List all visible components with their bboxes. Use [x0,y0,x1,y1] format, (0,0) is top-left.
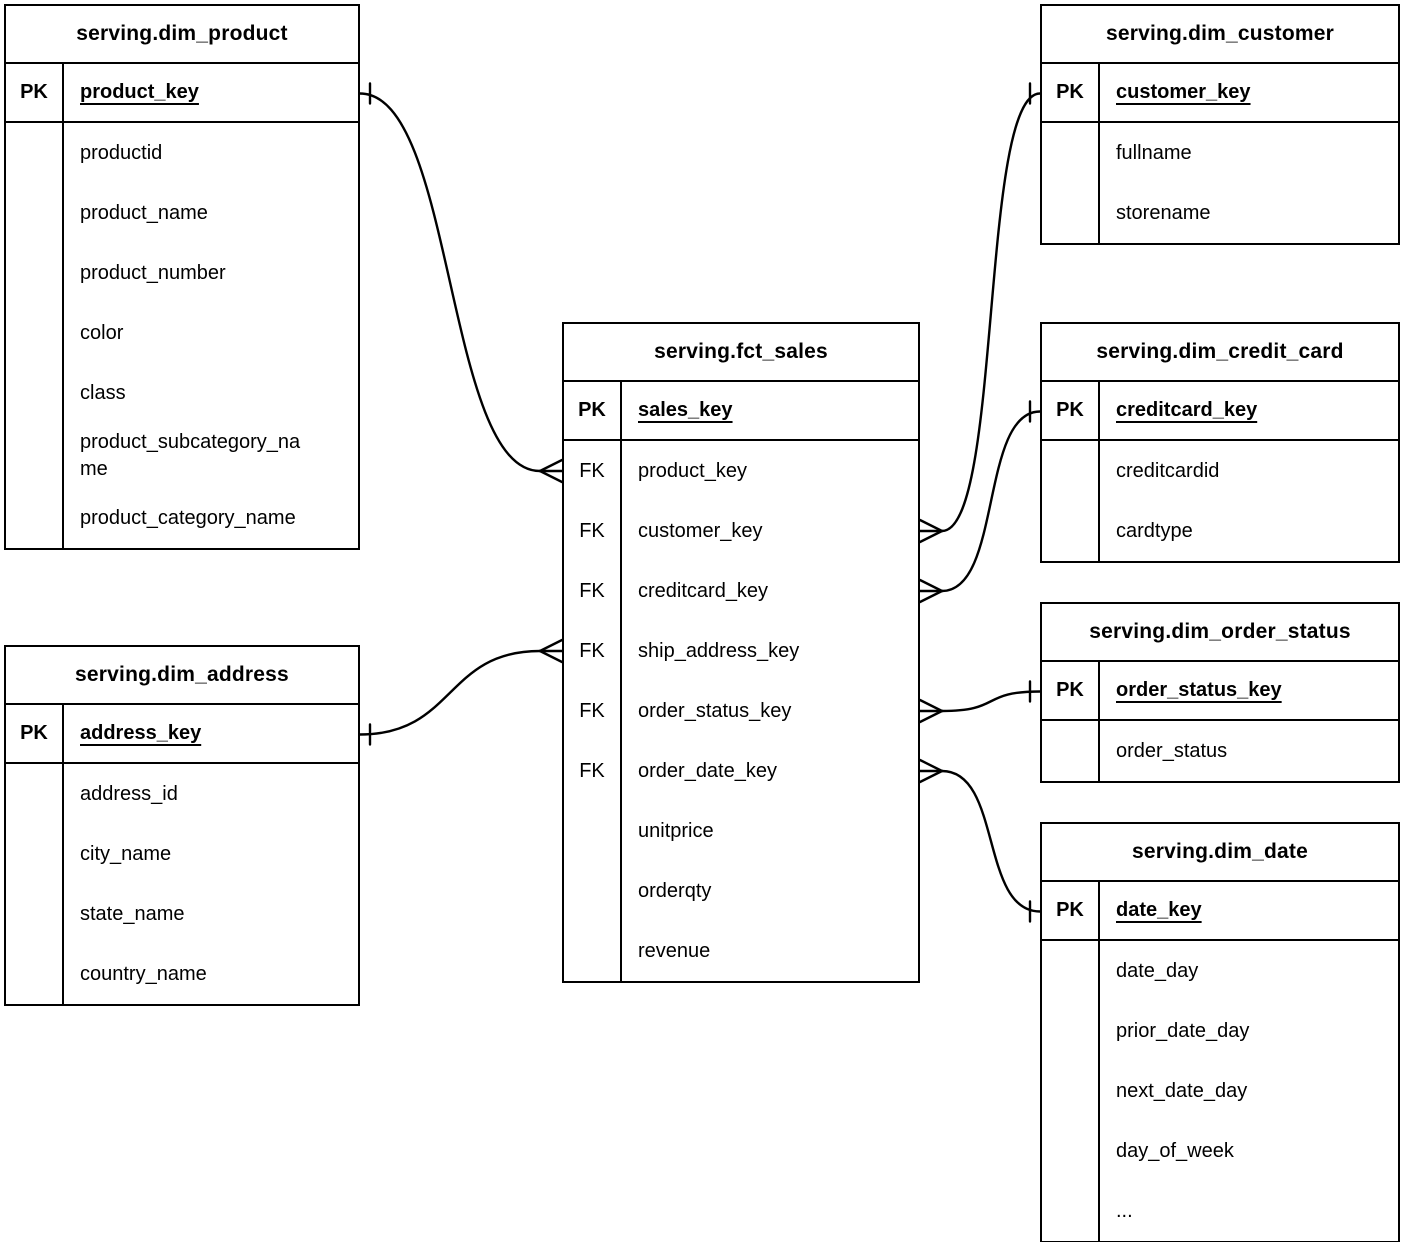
fk-badge: FK [564,621,622,681]
key-badge [564,921,622,981]
field-row [1042,1181,1398,1241]
field-row [6,488,358,548]
field-name: city_name [80,842,172,865]
field-name: product_subcategory_name [80,431,301,480]
field-name: date_day [1116,959,1199,982]
field-name: class [80,381,126,404]
pk-badge: PK [6,705,64,762]
primary-key-row [1042,662,1398,721]
field-row [6,824,358,884]
pk-badge: PK [564,382,622,439]
key-badge [6,884,64,944]
key-badge [1042,1001,1100,1061]
field-name: color [80,321,124,344]
field-name: fullname [1116,141,1192,164]
key-badge [6,183,64,243]
field-row [564,801,918,861]
field-row [1042,1121,1398,1181]
field-name: product_number [80,261,226,284]
pk-badge: PK [1042,382,1100,439]
field-name: cardtype [1116,519,1193,542]
field-row [564,861,918,921]
table-title: serving.dim_address [6,647,358,705]
fk-badge: FK [564,441,622,501]
field-row [6,123,358,183]
table-title: serving.dim_credit_card [1042,324,1398,382]
field-row [1042,123,1398,183]
field-row [564,681,918,741]
field-name: product_key [638,459,747,482]
field-row [1042,721,1398,781]
table-title: serving.dim_product [6,6,358,64]
key-badge [6,944,64,1004]
field-name: revenue [638,939,711,962]
key-badge [1042,721,1100,781]
primary-key-field: creditcard_key [1116,399,1258,422]
primary-key-field: address_key [80,722,202,745]
fk-badge: FK [564,561,622,621]
field-row [564,621,918,681]
fk-badge: FK [564,681,622,741]
field-name: order_status [1116,739,1228,762]
table-serving-dim-credit-card [1040,322,1400,563]
field-row [1042,1061,1398,1121]
key-badge [1042,941,1100,1001]
field-name: unitprice [638,819,714,842]
key-badge [1042,123,1100,183]
key-badge [1042,441,1100,501]
field-row [6,764,358,824]
table-serving-dim-address [4,645,360,1006]
field-name: storename [1116,201,1211,224]
key-badge [6,363,64,423]
field-name: productid [80,141,163,164]
key-badge [6,824,64,884]
primary-key-row [1042,382,1398,441]
field-name: creditcard_key [638,579,769,602]
field-name: order_date_key [638,759,777,782]
primary-key-row [1042,882,1398,941]
pk-badge: PK [6,64,64,121]
table-title: serving.dim_customer [1042,6,1398,64]
fk-badge: FK [564,501,622,561]
key-badge [1042,1121,1100,1181]
table-serving-fct-sales [562,322,920,983]
key-badge [1042,1061,1100,1121]
key-badge [1042,1181,1100,1241]
field-name: orderqty [638,879,712,902]
field-name: product_category_name [80,506,296,529]
primary-key-row [6,705,358,764]
field-name: next_date_day [1116,1079,1248,1102]
field-name: ... [1116,1199,1133,1222]
key-badge [1042,183,1100,243]
field-name: customer_key [638,519,763,542]
key-badge [6,423,64,488]
field-row [1042,441,1398,501]
primary-key-row [564,382,918,441]
field-name: state_name [80,902,185,925]
key-badge [6,243,64,303]
key-badge [6,764,64,824]
key-badge [6,488,64,548]
pk-badge: PK [1042,64,1100,121]
table-serving-dim-customer [1040,4,1400,245]
field-row [6,243,358,303]
table-title: serving.dim_date [1042,824,1398,882]
field-name: product_name [80,201,208,224]
field-row [6,944,358,1004]
field-name: address_id [80,782,178,805]
field-row [6,303,358,363]
field-name: order_status_key [638,699,792,722]
field-name: day_of_week [1116,1139,1234,1162]
primary-key-field: date_key [1116,899,1202,922]
fk-badge: FK [564,741,622,801]
field-name: country_name [80,962,207,985]
field-row [564,741,918,801]
pk-badge: PK [1042,662,1100,719]
key-badge [1042,501,1100,561]
key-badge [564,861,622,921]
field-name: ship_address_key [638,639,800,662]
table-serving-dim-date [1040,822,1400,1242]
field-row [6,183,358,243]
field-row [564,561,918,621]
field-name: creditcardid [1116,459,1220,482]
field-row [564,501,918,561]
key-badge [6,303,64,363]
field-row [1042,183,1398,243]
primary-key-field: order_status_key [1116,679,1282,702]
field-row [1042,1001,1398,1061]
field-row [6,363,358,423]
key-badge [6,123,64,183]
field-row [564,441,918,501]
table-serving-dim-order-status [1040,602,1400,783]
field-row [1042,501,1398,561]
table-title: serving.dim_order_status [1042,604,1398,662]
field-row [6,884,358,944]
field-name: prior_date_day [1116,1019,1250,1042]
primary-key-field: sales_key [638,399,733,422]
primary-key-field: product_key [80,81,199,104]
key-badge [564,801,622,861]
primary-key-row [1042,64,1398,123]
table-title: serving.fct_sales [564,324,918,382]
table-serving-dim-product [4,4,360,550]
primary-key-field: customer_key [1116,81,1251,104]
field-row [6,423,358,488]
primary-key-row [6,64,358,123]
field-row [564,921,918,981]
pk-badge: PK [1042,882,1100,939]
field-row [1042,941,1398,1001]
